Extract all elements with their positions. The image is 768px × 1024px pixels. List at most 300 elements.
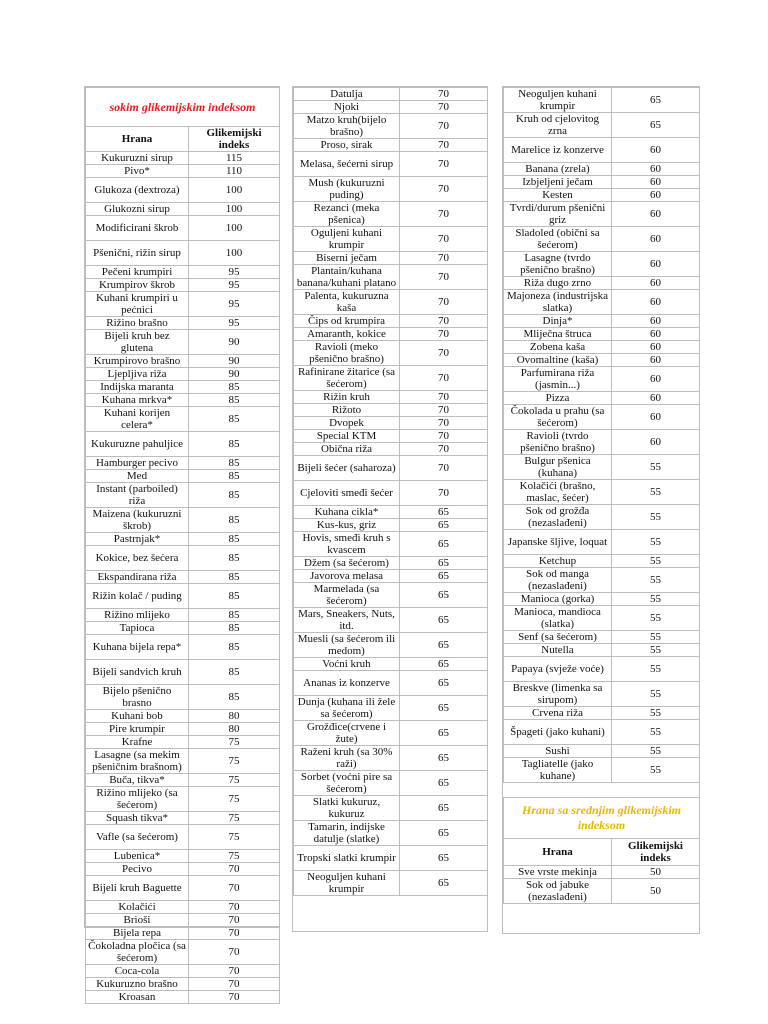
food-name: Plantain/kuhana banana/kuhani platano — [294, 265, 400, 290]
food-name: Marmelada (sa šećerom) — [294, 583, 400, 608]
food-name: Manioca (gorka) — [504, 593, 612, 606]
food-name: Neoguljen kuhani krumpir — [504, 88, 612, 113]
table-row — [294, 315, 488, 328]
gi-value: 90 — [189, 368, 280, 381]
table-row — [294, 671, 488, 696]
table-row — [504, 392, 700, 405]
gi-value: 50 — [612, 879, 700, 904]
food-name: Lubenica* — [86, 850, 189, 863]
gi-value: 70 — [400, 456, 488, 481]
food-name: Pečeni krumpiri — [86, 266, 189, 279]
food-name: Brioši — [86, 914, 189, 927]
table-row — [86, 901, 280, 914]
table-row — [86, 965, 280, 978]
food-name: Čokoladna pločica (sa šećerom) — [86, 940, 189, 965]
food-name: Rižino brašno — [86, 317, 189, 330]
food-name: Maizena (kukuruzni škrob) — [86, 508, 189, 533]
gi-value: 85 — [189, 508, 280, 533]
gi-value: 65 — [400, 532, 488, 557]
food-name: Javorova melasa — [294, 570, 400, 583]
table-row — [86, 330, 280, 355]
gi-value: 70 — [400, 114, 488, 139]
gi-value: 75 — [189, 749, 280, 774]
gi-value: 85 — [189, 609, 280, 622]
gi-value: 70 — [400, 391, 488, 404]
table-row — [86, 381, 280, 394]
gi-value: 65 — [612, 88, 700, 113]
section-title-high: sokim glikemijskim indeksom — [86, 88, 280, 127]
food-name: Bijeli kruh bez glutena — [86, 330, 189, 355]
gi-value: 70 — [189, 965, 280, 978]
table-row — [86, 991, 280, 1004]
table-row — [504, 606, 700, 631]
column-3 — [502, 86, 700, 934]
gi-value: 65 — [400, 871, 488, 896]
gi-value: 60 — [612, 202, 700, 227]
table-row — [294, 721, 488, 746]
food-name: Ovomaltine (kaša) — [504, 354, 612, 367]
table-row — [86, 863, 280, 876]
food-name: Pšenični, rižin sirup — [86, 241, 189, 266]
table-row — [86, 825, 280, 850]
gi-value: 55 — [612, 758, 700, 783]
food-name: Instant (parboiled) riža — [86, 483, 189, 508]
table-row — [294, 404, 488, 417]
header-gi: Glikemijski indeks — [189, 127, 280, 152]
table-row — [294, 328, 488, 341]
table-row — [504, 593, 700, 606]
table-row — [294, 519, 488, 532]
table-row — [294, 139, 488, 152]
food-name: Ketchup — [504, 555, 612, 568]
food-name: Med — [86, 470, 189, 483]
table-row — [504, 555, 700, 568]
gi-value: 65 — [400, 696, 488, 721]
food-name: Pecivo — [86, 863, 189, 876]
gi-value: 65 — [400, 821, 488, 846]
gi-value: 70 — [400, 404, 488, 417]
food-name: Melasa, šećerni sirup — [294, 152, 400, 177]
gi-value: 85 — [189, 394, 280, 407]
table-row — [294, 443, 488, 456]
table-row — [294, 846, 488, 871]
food-name: Voćni kruh — [294, 658, 400, 671]
gi-value: 100 — [189, 216, 280, 241]
food-name: Ravioli (meko pšenično brašno) — [294, 341, 400, 366]
gi-value: 75 — [189, 850, 280, 863]
table-row — [294, 583, 488, 608]
title-row — [504, 798, 700, 839]
table-row — [86, 508, 280, 533]
gi-value: 60 — [612, 430, 700, 455]
table-row — [294, 796, 488, 821]
food-name: Raženi kruh (sa 30% raži) — [294, 746, 400, 771]
food-name: Glukoza (dextroza) — [86, 178, 189, 203]
table-row — [504, 879, 700, 904]
food-name: Sok od grožđa (nezaslađeni) — [504, 505, 612, 530]
table-row — [504, 505, 700, 530]
gi-value: 55 — [612, 530, 700, 555]
food-name: Majoneza (industrijska slatka) — [504, 290, 612, 315]
table-row — [86, 635, 280, 660]
gi-value: 55 — [612, 480, 700, 505]
food-name: Obična riža — [294, 443, 400, 456]
gi-value: 70 — [400, 481, 488, 506]
table-row — [86, 355, 280, 368]
food-name: Cjeloviti smeđi šećer — [294, 481, 400, 506]
table-row — [86, 292, 280, 317]
gi-value: 75 — [189, 774, 280, 787]
table-row — [504, 341, 700, 354]
food-name: Zobena kaša — [504, 341, 612, 354]
food-name: Kuhana cikla* — [294, 506, 400, 519]
table-row — [504, 644, 700, 657]
food-name: Tropski slatki krumpir — [294, 846, 400, 871]
table-row — [86, 165, 280, 178]
food-name: Sok od manga (nezaslađeni) — [504, 568, 612, 593]
food-name: Ravioli (tvrdo pšenično brašno) — [504, 430, 612, 455]
gi-value: 85 — [189, 407, 280, 432]
table-row — [504, 315, 700, 328]
food-name: Kuhani korijen celera* — [86, 407, 189, 432]
gi-value: 60 — [612, 328, 700, 341]
food-name: Kruh od cjelovitog zrna — [504, 113, 612, 138]
gi-value: 85 — [189, 571, 280, 584]
gi-value: 65 — [400, 570, 488, 583]
gi-value: 100 — [189, 203, 280, 216]
table-row — [86, 914, 280, 927]
food-name: Sorbet (voćni pire sa šećerom) — [294, 771, 400, 796]
table-row — [504, 277, 700, 290]
table-row — [294, 366, 488, 391]
table-row — [504, 657, 700, 682]
gi-value: 70 — [400, 315, 488, 328]
table-row — [294, 821, 488, 846]
food-name: Njoki — [294, 101, 400, 114]
food-name: Pastrnjak* — [86, 533, 189, 546]
table-row — [504, 745, 700, 758]
table-row — [86, 432, 280, 457]
gi-value: 65 — [400, 746, 488, 771]
table-row — [86, 876, 280, 901]
food-name: Pivo* — [86, 165, 189, 178]
food-name: Slatki kukuruz, kukuruz — [294, 796, 400, 821]
gi-value: 95 — [189, 292, 280, 317]
gi-value: 60 — [612, 367, 700, 392]
gi-value: 60 — [612, 315, 700, 328]
header-food: Hrana — [86, 127, 189, 152]
food-name: Banana (zrela) — [504, 163, 612, 176]
table-row — [294, 152, 488, 177]
spacer — [503, 783, 699, 797]
table-row — [294, 696, 488, 721]
gi-value: 55 — [612, 644, 700, 657]
gi-value: 70 — [189, 876, 280, 901]
table-row — [504, 88, 700, 113]
table-row — [294, 265, 488, 290]
gi-value: 95 — [189, 279, 280, 292]
gi-value: 75 — [189, 812, 280, 825]
table-row — [504, 707, 700, 720]
gi-value: 55 — [612, 745, 700, 758]
food-name: Rižoto — [294, 404, 400, 417]
food-name: Riža dugo zrno — [504, 277, 612, 290]
gi-value: 90 — [189, 330, 280, 355]
table-row — [504, 631, 700, 644]
table-row — [504, 455, 700, 480]
table-row — [86, 812, 280, 825]
table-row — [86, 685, 280, 710]
column-1 — [84, 86, 280, 1003]
section-title-medium: Hrana sa srednjim glikemijskim indeksom — [504, 798, 700, 839]
table-row — [294, 417, 488, 430]
food-name: Čokolada u prahu (sa šećerom) — [504, 405, 612, 430]
food-name: Bulgur pšenica (kuhana) — [504, 455, 612, 480]
food-name: Papaya (svježe voće) — [504, 657, 612, 682]
food-name: Buča, tikva* — [86, 774, 189, 787]
gi-value: 55 — [612, 555, 700, 568]
gi-value: 70 — [189, 901, 280, 914]
gi-value: 70 — [400, 152, 488, 177]
food-name: Kuhani bob — [86, 710, 189, 723]
gi-value: 70 — [400, 177, 488, 202]
food-name: Kolačići (brašno, maslac, šećer) — [504, 480, 612, 505]
food-name: Kus-kus, griz — [294, 519, 400, 532]
food-name: Palenta, kukuruzna kaša — [294, 290, 400, 315]
food-name: Oguljeni kuhani krumpir — [294, 227, 400, 252]
food-name: Dinja* — [504, 315, 612, 328]
food-name: Kukuruzno brašno — [86, 978, 189, 991]
food-name: Bijeli kruh Baguette — [86, 876, 189, 901]
table-row — [294, 252, 488, 265]
food-name: Krumpirov škrob — [86, 279, 189, 292]
gi-value: 60 — [612, 354, 700, 367]
table-row — [86, 152, 280, 165]
food-name: Bijelo pšenično brasno — [86, 685, 189, 710]
food-name: Mush (kukuruzni puding) — [294, 177, 400, 202]
gi-value: 65 — [400, 608, 488, 633]
food-name: Lasagne (tvrdo pšenično brašno) — [504, 252, 612, 277]
food-name: Ekspandirana riža — [86, 571, 189, 584]
table-row — [294, 506, 488, 519]
header-food: Hrana — [504, 839, 612, 866]
gi-value: 80 — [189, 723, 280, 736]
gi-value: 70 — [400, 290, 488, 315]
food-name: Kuhani krumpiri u pećnici — [86, 292, 189, 317]
table-row — [86, 609, 280, 622]
food-name: Bijeli šećer (saharoza) — [294, 456, 400, 481]
food-name: Izbjeljeni ječam — [504, 176, 612, 189]
table-row — [86, 584, 280, 609]
gi-value: 70 — [189, 991, 280, 1004]
food-name: Sladoled (obični sa šećerom) — [504, 227, 612, 252]
table-row — [504, 252, 700, 277]
food-name: Kukuruzne pahuljice — [86, 432, 189, 457]
gi-value: 70 — [189, 863, 280, 876]
gi-value: 55 — [612, 505, 700, 530]
food-name: Marelice iz konzerve — [504, 138, 612, 163]
food-name: Tagliatelle (jako kuhane) — [504, 758, 612, 783]
gi-value: 70 — [400, 443, 488, 456]
food-name: Tapioca — [86, 622, 189, 635]
table-row — [504, 163, 700, 176]
table-row — [86, 927, 280, 940]
gi-value: 70 — [400, 101, 488, 114]
table-row — [294, 570, 488, 583]
food-name: Rižin kolač / puding — [86, 584, 189, 609]
table-row — [294, 633, 488, 658]
gi-value: 70 — [400, 430, 488, 443]
table-row — [86, 774, 280, 787]
gi-value: 70 — [400, 417, 488, 430]
food-name: Kolačići — [86, 901, 189, 914]
gi-value: 85 — [189, 470, 280, 483]
table-row — [504, 480, 700, 505]
table-row — [504, 568, 700, 593]
table-row — [504, 227, 700, 252]
gi-value: 70 — [400, 366, 488, 391]
table-row — [504, 176, 700, 189]
gi-value: 70 — [400, 139, 488, 152]
gi-value: 100 — [189, 178, 280, 203]
gi-value: 85 — [189, 533, 280, 546]
table-row — [294, 456, 488, 481]
table-row — [86, 203, 280, 216]
gi-value: 90 — [189, 355, 280, 368]
table-row — [504, 866, 700, 879]
gi-table-high — [85, 87, 280, 1004]
table-row — [504, 720, 700, 745]
table-row — [294, 871, 488, 896]
table-row — [504, 189, 700, 202]
gi-value: 75 — [189, 736, 280, 749]
gi-value: 75 — [189, 825, 280, 850]
food-name: Bijeli sandvich kruh — [86, 660, 189, 685]
gi-value: 65 — [400, 846, 488, 871]
gi-value: 65 — [400, 506, 488, 519]
food-name: Ljepljiva riža — [86, 368, 189, 381]
food-name: Bijela repa — [86, 927, 189, 940]
gi-value: 60 — [612, 277, 700, 290]
table-row — [86, 457, 280, 470]
gi-value: 85 — [189, 457, 280, 470]
table-row — [86, 546, 280, 571]
gi-value: 80 — [189, 710, 280, 723]
gi-value: 85 — [189, 381, 280, 394]
table-row — [86, 940, 280, 965]
table-row — [294, 746, 488, 771]
gi-value: 75 — [189, 787, 280, 812]
food-name: Senf (sa šećerom) — [504, 631, 612, 644]
table-row — [86, 978, 280, 991]
gi-value: 70 — [189, 978, 280, 991]
gi-value: 95 — [189, 317, 280, 330]
food-name: Kuhana bijela repa* — [86, 635, 189, 660]
table-row — [294, 202, 488, 227]
food-name: Kuhana mrkva* — [86, 394, 189, 407]
table-row — [294, 481, 488, 506]
food-name: Japanske šljive, loquat — [504, 530, 612, 555]
food-name: Crvena riža — [504, 707, 612, 720]
food-name: Krafne — [86, 736, 189, 749]
gi-value: 65 — [400, 721, 488, 746]
header-row — [504, 839, 700, 866]
table-row — [294, 557, 488, 570]
food-name: Modificirani škrob — [86, 216, 189, 241]
table-row — [504, 530, 700, 555]
gi-value: 55 — [612, 455, 700, 480]
gi-value: 55 — [612, 631, 700, 644]
table-row — [294, 114, 488, 139]
table-row — [294, 532, 488, 557]
food-name: Grožđice(crvene i žute) — [294, 721, 400, 746]
gi-value: 60 — [612, 189, 700, 202]
food-name: Biserni ječam — [294, 252, 400, 265]
gi-value: 55 — [612, 707, 700, 720]
table-row — [294, 341, 488, 366]
food-name: Sushi — [504, 745, 612, 758]
table-row — [86, 710, 280, 723]
table-row — [294, 290, 488, 315]
table-row — [86, 483, 280, 508]
table-row — [86, 317, 280, 330]
food-name: Nutella — [504, 644, 612, 657]
food-name: Rižino mlijeko — [86, 609, 189, 622]
gi-value: 55 — [612, 606, 700, 631]
table-row — [86, 736, 280, 749]
food-name: Kokice, bez šećera — [86, 546, 189, 571]
table-row — [86, 266, 280, 279]
column-2 — [292, 86, 488, 932]
table-row — [86, 368, 280, 381]
food-name: Parfumirana riža (jasmin...) — [504, 367, 612, 392]
gi-value: 60 — [612, 252, 700, 277]
table-row — [504, 354, 700, 367]
gi-value: 50 — [612, 866, 700, 879]
table-row — [294, 101, 488, 114]
food-name: Neoguljen kuhani krumpir — [294, 871, 400, 896]
food-name: Special KTM — [294, 430, 400, 443]
food-name: Breskve (limenka sa sirupom) — [504, 682, 612, 707]
food-name: Rafinirane žitarice (sa šećerom) — [294, 366, 400, 391]
gi-value: 55 — [612, 593, 700, 606]
food-name: Lasagne (sa mekim pšeničnim brašnom) — [86, 749, 189, 774]
food-name: Matzo kruh(bijelo brašno) — [294, 114, 400, 139]
gi-value: 60 — [612, 176, 700, 189]
food-name: Dunja (kuhana ili žele sa šećerom) — [294, 696, 400, 721]
gi-value: 100 — [189, 241, 280, 266]
table-row — [504, 113, 700, 138]
gi-value: 65 — [400, 796, 488, 821]
gi-value: 60 — [612, 341, 700, 354]
food-name: Hovis, smeđi kruh s kvascem — [294, 532, 400, 557]
table-row — [86, 749, 280, 774]
food-name: Mliječna štruca — [504, 328, 612, 341]
food-name: Sve vrste mekinja — [504, 866, 612, 879]
gi-value: 70 — [400, 341, 488, 366]
food-name: Čips od krumpira — [294, 315, 400, 328]
food-name: Tamarin, indijske datulje (slatke) — [294, 821, 400, 846]
table-row — [294, 430, 488, 443]
food-name: Squash tikva* — [86, 812, 189, 825]
table-row — [86, 394, 280, 407]
food-name: Rižino mlijeko (sa šećerom) — [86, 787, 189, 812]
gi-table-continued-2 — [503, 87, 700, 783]
table-row — [86, 723, 280, 736]
table-row — [86, 407, 280, 432]
food-name: Indijska maranta — [86, 381, 189, 394]
table-row — [294, 177, 488, 202]
